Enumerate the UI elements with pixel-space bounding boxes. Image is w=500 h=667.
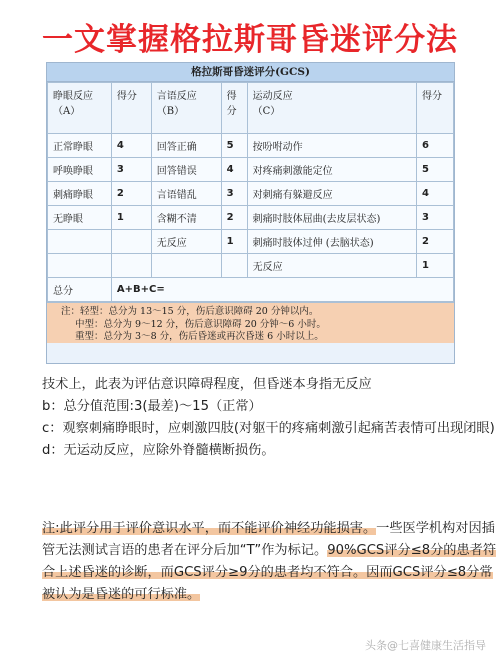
- note-text: 一些医学机构对因插管无法测试言语的患者在评分后加“T”作为标记。: [42, 521, 495, 558]
- table-row: [48, 158, 454, 182]
- header-label: 得分: [226, 91, 237, 117]
- watermark: 头条@七喜健康生活指导: [365, 639, 486, 652]
- score-cell: 3: [111, 158, 151, 182]
- header-cell: [48, 83, 112, 134]
- page-headline: 一文掌握格拉斯哥昏迷评分法: [42, 22, 458, 58]
- header-label: 得分: [116, 91, 137, 102]
- score-cell: 1: [221, 230, 247, 254]
- header-label: 运动反应: [252, 91, 293, 102]
- table-cell: 对疼痛刺激能定位: [247, 158, 416, 182]
- header-label: 睁眼反应: [53, 91, 93, 102]
- note-block: [42, 518, 498, 606]
- paragraph: 技术上，此表为评估意识障碍程度，但昏迷本身指无反应: [42, 377, 372, 392]
- table-row: [48, 134, 454, 158]
- table-cell: 按吩咐动作: [247, 134, 416, 158]
- note-highlight-intro: 注:此评分用于评价意识水平，而不能评价神经功能损害。: [42, 521, 377, 536]
- score-cell: 6: [417, 134, 454, 158]
- table-cell: 刺痛时肢体过伸 (去脑状态): [247, 230, 416, 254]
- severity-note-moderate: 中型：总分为 9～12 分，伤后意识障碍 20 分钟～6 小时。: [75, 318, 326, 330]
- score-cell: [221, 254, 247, 278]
- total-formula: A+B+C=: [111, 278, 453, 302]
- table-row: [48, 254, 454, 278]
- header-sub: （A）: [53, 106, 81, 117]
- score-cell: [111, 230, 151, 254]
- gcs-table: [47, 82, 454, 302]
- paragraph: c：观察刺痛睁眼时，应刺激四肢(对躯干的疼痛刺激引起痛苦表情可出现闭眼): [42, 421, 495, 436]
- score-cell: [111, 254, 151, 278]
- table-cell: 无反应: [151, 230, 221, 254]
- severity-note-severe: 重型：总分为 3～8 分，伤后昏迷或再次昏迷 6 小时以上。: [75, 331, 324, 342]
- table-title: 格拉斯哥昏迷评分(GCS): [47, 63, 454, 82]
- header-sub: （C）: [252, 106, 281, 117]
- score-cell: 3: [417, 206, 454, 230]
- score-cell: 5: [417, 158, 454, 182]
- header-label: 得分: [422, 91, 443, 102]
- header-cell: [111, 83, 151, 134]
- note-highlight-criteria: 90%GCS评分≤8分的患者符合上述昏迷的诊断，而GCS评分≥9分的患者均不符合。因而GCS评分≤8分常被认为是昏迷的可行标准。: [42, 543, 497, 602]
- table-cell: 呼唤睁眼: [48, 158, 112, 182]
- header-cell: [221, 83, 247, 134]
- table-cell: 刺痛睁眼: [48, 182, 112, 206]
- table-cell: 对刺痛有躲避反应: [247, 182, 416, 206]
- score-cell: 5: [221, 134, 247, 158]
- score-cell: 1: [111, 206, 151, 230]
- table-row: [48, 206, 454, 230]
- total-label: 总分: [48, 278, 112, 302]
- table-header-row: [48, 83, 454, 134]
- table-cell: 含糊不清: [151, 206, 221, 230]
- table-row: [48, 182, 454, 206]
- score-cell: 4: [111, 134, 151, 158]
- score-cell: 2: [417, 230, 454, 254]
- table-cell: 无睁眼: [48, 206, 112, 230]
- paragraph: b：总分值范围:3(最差)～15（正常）: [42, 399, 262, 414]
- score-cell: 2: [221, 206, 247, 230]
- score-cell: 2: [111, 182, 151, 206]
- explanation-paragraphs: [42, 374, 498, 462]
- table-cell: 言语错乱: [151, 182, 221, 206]
- total-row: [48, 278, 454, 302]
- table-cell: 回答正确: [151, 134, 221, 158]
- paragraph: d：无运动反应，应除外脊髓横断损伤。: [42, 443, 275, 458]
- header-label: 言语反应: [156, 91, 197, 102]
- gcs-table-card: [46, 62, 455, 364]
- table-cell: [151, 254, 221, 278]
- score-cell: 4: [221, 158, 247, 182]
- table-cell: 刺痛时肢体屈曲(去皮层状态): [247, 206, 416, 230]
- score-cell: 3: [221, 182, 247, 206]
- severity-note-mild: 注：轻型：总分为 13～15 分，伤后意识障碍 20 分钟以内。: [61, 306, 319, 317]
- score-cell: 4: [417, 182, 454, 206]
- header-cell: [247, 83, 416, 134]
- table-cell: 无反应: [247, 254, 416, 278]
- table-cell: [48, 230, 112, 254]
- header-sub: （B）: [156, 106, 185, 117]
- header-cell: [417, 83, 454, 134]
- table-cell: 正常睁眼: [48, 134, 112, 158]
- table-row: [48, 230, 454, 254]
- table-cell: 回答错误: [151, 158, 221, 182]
- table-cell: [48, 254, 112, 278]
- header-cell: [151, 83, 221, 134]
- score-cell: 1: [417, 254, 454, 278]
- severity-notes: [47, 302, 454, 343]
